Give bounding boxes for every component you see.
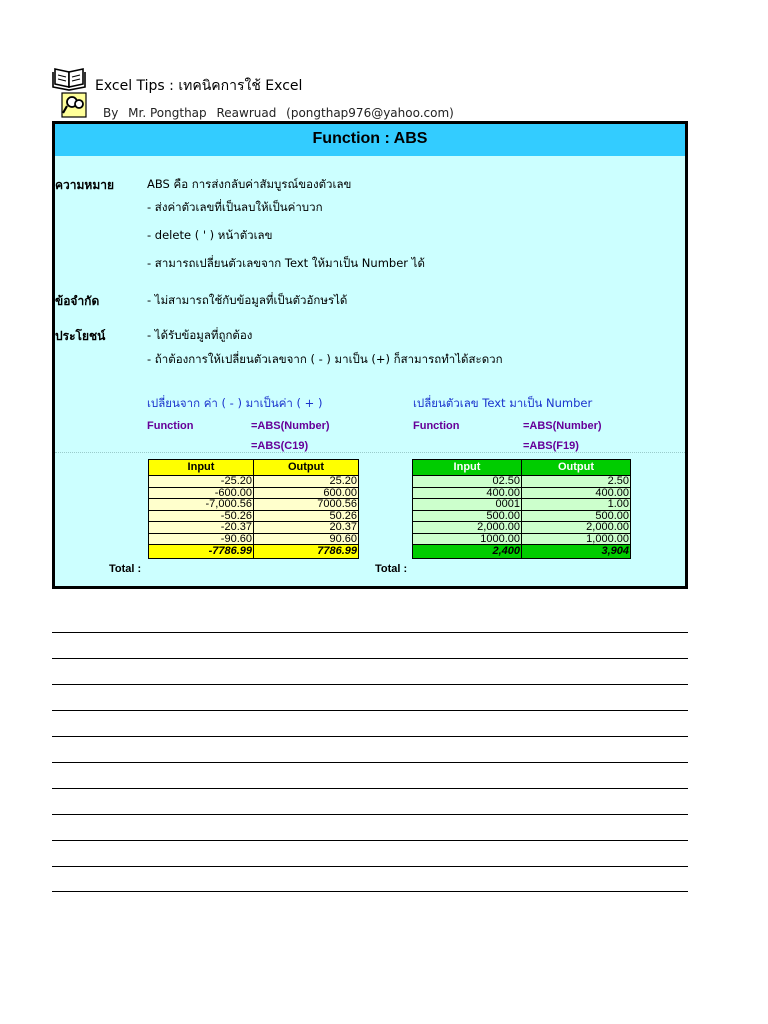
book-magnifier-icon <box>52 63 88 119</box>
table-row <box>149 533 359 545</box>
meaning-label: ความหมาย <box>55 178 115 192</box>
note-line <box>52 684 688 685</box>
output-cell[interactable]: 90.60 <box>254 533 359 545</box>
panel-title-bar <box>55 124 685 156</box>
col-header-input: Input <box>413 460 522 476</box>
table-row <box>149 510 359 522</box>
right-total-label: Total : <box>375 563 408 575</box>
output-cell[interactable]: 50.26 <box>254 510 359 522</box>
meaning-line: - delete ( ' ) หน้าตัวเลข <box>147 228 273 242</box>
table-row <box>413 476 631 488</box>
input-cell[interactable]: 02.50 <box>413 476 522 488</box>
note-line <box>52 736 688 737</box>
note-line <box>52 632 688 633</box>
benefit-label: ประโยชน์ <box>55 329 106 343</box>
note-line <box>52 710 688 711</box>
total-input-cell[interactable]: 2,400 <box>413 545 522 559</box>
input-cell[interactable]: 400.00 <box>413 487 522 499</box>
table-row <box>413 533 631 545</box>
note-line <box>52 814 688 815</box>
author-name: Mr. Pongthap <box>128 106 207 120</box>
by-label: By <box>103 106 119 120</box>
table-row <box>413 487 631 499</box>
function-panel <box>52 121 688 589</box>
author-surname: Reawruad <box>216 106 277 120</box>
input-cell[interactable]: -25.20 <box>149 476 254 488</box>
author-line <box>103 106 460 120</box>
total-row <box>149 545 359 559</box>
input-cell[interactable]: 1000.00 <box>413 533 522 545</box>
input-cell[interactable]: 0001 <box>413 499 522 511</box>
note-line <box>52 840 688 841</box>
right-example-table <box>412 459 631 559</box>
left-total-label: Total : <box>109 563 142 575</box>
row-separator <box>55 452 685 453</box>
col-header-output: Output <box>522 460 631 476</box>
table-row <box>413 510 631 522</box>
total-row <box>413 545 631 559</box>
table-row <box>149 487 359 499</box>
output-cell[interactable]: 400.00 <box>522 487 631 499</box>
meaning-line: ABS คือ การส่งกลับค่าสัมบูรณ์ของตัวเลข <box>147 177 352 191</box>
output-cell[interactable]: 1,000.00 <box>522 533 631 545</box>
left-example-formula: =ABS(C19) <box>251 440 309 452</box>
meaning-line: - สามารถเปลี่ยนตัวเลขจาก Text ให้มาเป็น Number ได้ <box>147 256 425 270</box>
col-header-output: Output <box>254 460 359 476</box>
input-cell[interactable]: -90.60 <box>149 533 254 545</box>
input-cell[interactable]: -600.00 <box>149 487 254 499</box>
author-email: (pongthap976@yahoo.com) <box>286 106 454 120</box>
note-line <box>52 866 688 867</box>
left-example-heading: เปลี่ยนจาก ค่า ( - ) มาเป็นค่า ( + ) <box>147 396 323 410</box>
input-cell[interactable]: 500.00 <box>413 510 522 522</box>
benefit-line: - ได้รับข้อมูลที่ถูกต้อง <box>147 328 253 342</box>
input-cell[interactable]: -50.26 <box>149 510 254 522</box>
benefit-line: - ถ้าต้องการให้เปลี่ยนตัวเลขจาก ( - ) มาเป็น (+) ก็สามารถทำได้สะดวก <box>147 352 503 366</box>
note-line <box>52 891 688 892</box>
output-cell[interactable]: 25.20 <box>254 476 359 488</box>
col-header-input: Input <box>149 460 254 476</box>
input-cell[interactable]: 2,000.00 <box>413 522 522 534</box>
table-row <box>149 522 359 534</box>
output-cell[interactable]: 500.00 <box>522 510 631 522</box>
right-example-formula: =ABS(F19) <box>523 440 579 452</box>
meaning-line: - ส่งค่าตัวเลขที่เป็นลบให้เป็นค่าบวก <box>147 200 323 214</box>
total-output-cell[interactable]: 3,904 <box>522 545 631 559</box>
left-example-table <box>148 459 359 559</box>
table-row <box>413 499 631 511</box>
right-example-heading: เปลี่ยนตัวเลข Text มาเป็น Number <box>413 396 593 410</box>
left-function-label: Function <box>147 420 194 432</box>
output-cell[interactable]: 20.37 <box>254 522 359 534</box>
note-line <box>52 762 688 763</box>
note-line <box>52 658 688 659</box>
table-row <box>413 522 631 534</box>
total-output-cell[interactable]: 7786.99 <box>254 545 359 559</box>
output-cell[interactable]: 7000.56 <box>254 499 359 511</box>
output-cell[interactable]: 1.00 <box>522 499 631 511</box>
right-syntax: =ABS(Number) <box>523 420 602 432</box>
table-row <box>149 499 359 511</box>
output-cell[interactable]: 2,000.00 <box>522 522 631 534</box>
panel-title: Function : ABS <box>312 130 428 147</box>
input-cell[interactable]: -20.37 <box>149 522 254 534</box>
input-cell[interactable]: -7,000.56 <box>149 499 254 511</box>
output-cell[interactable]: 600.00 <box>254 487 359 499</box>
note-line <box>52 788 688 789</box>
page-title: Excel Tips : เทคนิคการใช้ Excel <box>95 78 303 94</box>
table-row <box>149 476 359 488</box>
limit-label: ข้อจำกัด <box>55 294 100 308</box>
output-cell[interactable]: 2.50 <box>522 476 631 488</box>
left-syntax: =ABS(Number) <box>251 420 330 432</box>
right-function-label: Function <box>413 420 460 432</box>
limit-line: - ไม่สามารถใช้กับข้อมูลที่เป็นตัวอักษรได้ <box>147 293 348 307</box>
total-input-cell[interactable]: -7786.99 <box>149 545 254 559</box>
